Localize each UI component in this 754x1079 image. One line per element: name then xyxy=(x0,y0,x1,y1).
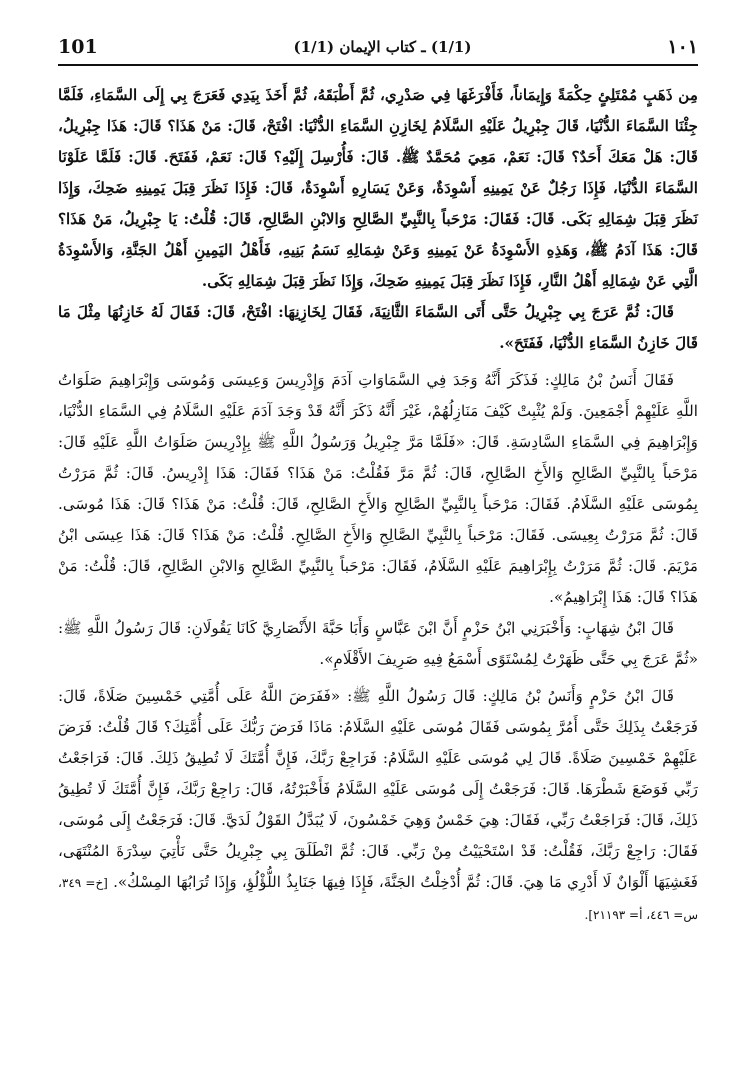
source-reference: [خ= ٣٤٩، س= ٤٤٦، أ= ٢١١٩٣]. xyxy=(58,876,698,922)
hadith-paragraph: قَالَ: ثُمَّ عَرَجَ بِي جِبْرِيلُ حَتَّى أَتَى السَّمَاءَ الثَّانِيَةَ، فَقَالَ لِخَازِنِهَا: افْتَحْ، قَالَ: فَقَالَ لَهُ خَازِنُهَا مِثْلَ مَا قَالَ خَازِنُ السَّمَاءِ الدُّنْيَا، فَفَتَحَ». xyxy=(58,303,698,352)
page-body xyxy=(58,80,698,931)
narration-text: قَالَ ابْنُ حَزْمٍ وَأَنَسُ بْنُ مَالِكٍ: قَالَ رَسُولُ اللَّهِ ﷺ: «فَفَرَضَ اللَّهُ عَلَى أُمَّتِي خَمْسِينَ صَلَاةً، قَالَ: فَرَجَعْتُ بِذَلِكَ حَتَّى أَمُرَّ بِمُوسَى فَقَالَ مُوسَى عَلَيْهِ السَّلَامُ: مَاذَا فَرَضَ رَبُّكَ عَلَى أُمَّتِكَ؟ قَالَ قُلْتُ: فَرَضَ عَلَيْهِمْ خَمْسِينَ صَلَاةً. قَالَ لِي مُوسَى عَلَيْهِ السَّلَامُ: فَرَاجِعْ رَبَّكَ، فَإِنَّ أُمَّتَكَ لَا تُطِيقُ ذَلِكَ. قَالَ: فَرَاجَعْتُ رَبِّي فَوَضَعَ شَطْرَهَا. قَالَ: فَرَجَعْتُ إِلَى مُوسَى عَلَيْهِ السَّلَامُ فَأَخْبَرْتُهُ، قَالَ: رَاجِعْ رَبَّكَ، فَإِنَّ أُمَّتَكَ لَا تُطِيقُ ذَلِكَ، قَالَ: فَرَاجَعْتُ رَبِّي، فَقَالَ: هِيَ خَمْسٌ وَهِيَ خَمْسُونَ، لَا يُبَدَّلُ القَوْلُ لَدَيَّ. قَالَ: فَرَجَعْتُ إِلَى مُوسَى، فَقَالَ: رَاجِعْ رَبَّكَ، فَقُلْتُ: قَدْ اسْتَحْيَيْتُ مِنْ رَبِّي. قَالَ: ثُمَّ انْطَلَقَ بِي جِبْرِيلُ حَتَّى نَأْتِيَ سِدْرَةَ المُنْتَهَى، فَغَشِيَهَا أَلْوَانٌ لَا أَدْرِي مَا هِيَ. قَالَ: ثُمَّ أُدْخِلْتُ الجَنَّةَ، فَإِذَا فِيهَا جَنَابِذُ اللُّؤْلُؤِ، وَإِذَا تُرَابُهَا المِسْكُ». xyxy=(58,687,699,891)
narration-paragraph: قَالَ ابْنُ شِهَابٍ: وَأَخْبَرَنِي ابْنُ حَزْمٍ أَنَّ ابْنَ عَبَّاسٍ وَأَبَا حَبَّةَ الأَنْصَارِيَّ كَانَا يَقُولَانِ: قَالَ رَسُولُ اللَّهِ ﷺ: «ثُمَّ عَرَجَ بِي حَتَّى ظَهَرْتُ لِمُسْتَوًى أَسْمَعُ فِيهِ صَرِيفَ الأَقْلَامِ». xyxy=(58,619,698,668)
running-title: (1/1) ـ كتاب الإيمان (1/1) xyxy=(293,38,472,56)
narration-paragraph xyxy=(58,681,698,931)
hadith-paragraph: مِن ذَهَبٍ مُمْتَلِئٍ حِكْمَةً وَإِيمَاناً، فَأَفْرَغَهَا فِي صَدْرِي، ثُمَّ أَطْبَقَهُ، ثُمَّ أَخَذَ بِيَدِي فَعَرَجَ بِي إِلَى السَّمَاءِ، فَلَمَّا جِئْنَا السَّمَاءَ الدُّنْيَا، قَالَ جِبْرِيلُ عَلَيْهِ السَّلَامُ لِخَازِنِ السَّمَاءِ الدُّنْيَا: افْتَحْ، قَالَ: مَنْ هَذَا؟ قَالَ: هَذَا جِبْرِيلُ، قَالَ: هَلْ مَعَكَ أَحَدٌ؟ قَالَ: نَعَمْ، مَعِيَ مُحَمَّدٌ ﷺ. قَالَ: فَأُرْسِلَ إِلَيْهِ؟ قَالَ: نَعَمْ، فَفَتَحَ. قَالَ: فَلَمَّا عَلَوْنَا السَّمَاءَ الدُّنْيَا، فَإِذَا رَجُلٌ عَنْ يَمِينِهِ أَسْوِدَةٌ، وَعَنْ يَسَارِهِ أَسْوِدَةٌ، قَالَ: فَإِذَا نَظَرَ قِبَلَ يَمِينِهِ ضَحِكَ، وَإِذَا نَظَرَ قِبَلَ شِمَالِهِ بَكَى. قَالَ: فَقَالَ: مَرْحَباً بِالنَّبِيِّ الصَّالِحِ وَالابْنِ الصَّالِحِ، قَالَ: قُلْتُ: يَا جِبْرِيلُ، مَنْ هَذَا؟ قَالَ: هَذَا آدَمُ ﷺ، وَهَذِهِ الأَسْوِدَةُ عَنْ يَمِينِهِ وَعَنْ شِمَالِهِ نَسَمُ بَنِيهِ، فَأَهْلُ اليَمِينِ أَهْلُ الجَنَّةِ، وَالأَسْوِدَةُ الَّتِي عَنْ شِمَالِهِ أَهْلُ النَّارِ، فَإِذَا نَظَرَ قِبَلَ يَمِينِهِ ضَحِكَ، وَإِذَا نَظَرَ قِبَلَ شِمَالِهِ بَكَى. xyxy=(58,86,698,290)
page-number-latin: 101 xyxy=(58,36,98,58)
narration-paragraph: فَقَالَ أَنَسُ بْنُ مَالِكٍ: فَذَكَرَ أَنَّهُ وَجَدَ فِي السَّمَاوَاتِ آدَمَ وَإِدْرِيسَ وَعِيسَى وَمُوسَى وَإِبْرَاهِيمَ صَلَوَاتُ اللَّهِ عَلَيْهِمْ أَجْمَعِينَ. وَلَمْ يُثْبِتْ كَيْفَ مَنَازِلُهُمْ، غَيْرَ أَنَّهُ ذَكَرَ أَنَّهُ قَدْ وَجَدَ آدَمَ عَلَيْهِ السَّلَامُ فِي السَّمَاءِ الدُّنْيَا، وَإِبْرَاهِيمَ فِي السَّمَاءِ السَّادِسَةِ. قَالَ: «فَلَمَّا مَرَّ جِبْرِيلُ وَرَسُولُ اللَّهِ ﷺ بِإِدْرِيسَ صَلَوَاتُ اللَّهِ عَلَيْهِ قَالَ: مَرْحَباً بِالنَّبِيِّ الصَّالِحِ وَالأَخِ الصَّالِحِ، قَالَ: ثُمَّ مَرَّ فَقُلْتُ: مَنْ هَذَا؟ فَقَالَ: هَذَا إِدْرِيسُ. قَالَ: ثُمَّ مَرَرْتُ بِمُوسَى عَلَيْهِ السَّلَامُ. فَقَالَ: مَرْحَباً بِالنَّبِيِّ الصَّالِحِ وَالأَخِ الصَّالِحِ، قَالَ: قُلْتُ: مَنْ هَذَا؟ قَالَ: هَذَا مُوسَى. قَالَ: ثُمَّ مَرَرْتُ بِعِيسَى. فَقَالَ: مَرْحَباً بِالنَّبِيِّ الصَّالِحِ وَالأَخِ الصَّالِحِ. قُلْتُ: مَنْ هَذَا؟ قَالَ: هَذَا عِيسَى ابْنُ مَرْيَمَ. قَالَ: ثُمَّ مَرَرْتُ بِإِبْرَاهِيمَ عَلَيْهِ السَّلَامُ، فَقَالَ: مَرْحَباً بِالنَّبِيِّ الصَّالِحِ وَالابْنِ الصَّالِحِ، قَالَ: قُلْتُ: مَنْ هَذَا؟ قَالَ: هَذَا إِبْرَاهِيمُ». xyxy=(58,371,698,606)
page-number-arabic: ١٠١ xyxy=(667,36,698,58)
running-header xyxy=(58,30,698,66)
